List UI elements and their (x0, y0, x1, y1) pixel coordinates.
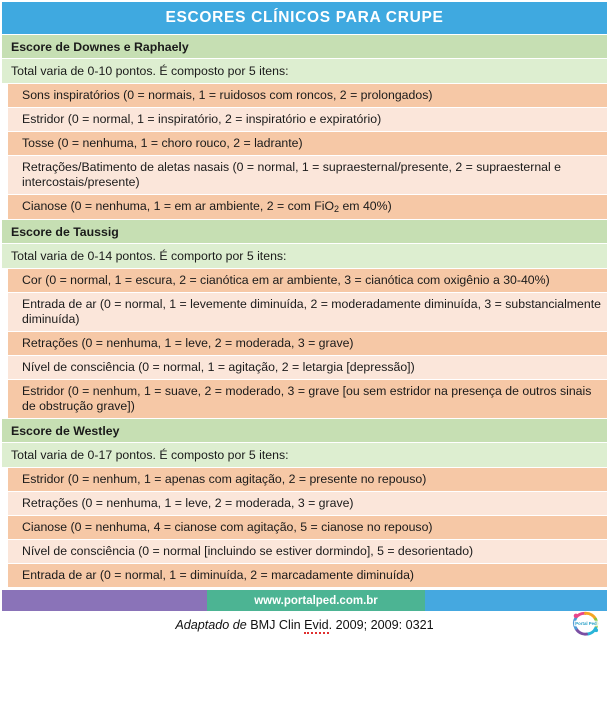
logo-text: Portal Ped (575, 620, 597, 626)
section-heading-label: Escore de Taussig (11, 224, 119, 239)
section-subtitle-label: Total varia de 0-14 pontos. É comporto por 5 itens: (11, 249, 287, 263)
footer-color-bar (2, 590, 607, 611)
section-heading-downes (2, 35, 607, 58)
caption-italic-part: Adaptado de (175, 618, 247, 632)
score-item-row: Retrações/Batimento de aletas nasais (0 = normal, 1 = supraesternal/presente, 2 = supraesternal e intercostais/presente) (8, 156, 607, 194)
caption-part-two: . 2009; 2009: 0321 (328, 618, 434, 632)
page-title-bar (2, 2, 607, 34)
section-subtitle-taussig (2, 244, 607, 268)
source-caption-row (2, 611, 607, 639)
score-item-row: Sons inspiratórios (0 = normais, 1 = ruidosos com roncos, 2 = prolongados) (8, 84, 607, 107)
score-item-row: Estridor (0 = nenhum, 1 = suave, 2 = moderado, 3 = grave [ou sem estridor na presença de outros sinais de obstrução grave]) (8, 380, 607, 418)
score-item-row: Tosse (0 = nenhuma, 1 = choro rouco, 2 = ladrante) (8, 132, 607, 155)
caption-misspelled-word: Evid (304, 618, 329, 632)
score-item-row: Cianose (0 = nenhuma, 4 = cianose com agitação, 5 = cianose no repouso) (8, 516, 607, 539)
section-subtitle-label: Total varia de 0-17 pontos. É composto por 5 itens: (11, 448, 289, 462)
score-item-row-cianose: Cianose (0 = nenhuma, 1 = em ar ambiente, 2 = com FiO$_2$ em 40%) (8, 195, 607, 219)
score-item-row: Estridor (0 = normal, 1 = inspiratório, 2 = inspiratório e expiratório) (8, 108, 607, 131)
section-heading-label: Escore de Downes e Raphaely (11, 39, 189, 54)
score-item-row: Nível de consciência (0 = normal [incluindo se estiver dormindo], 5 = desorientado) (8, 540, 607, 563)
footer-segment-purple (2, 590, 207, 611)
footer-segment-blue (425, 590, 607, 611)
page-title: ESCORES CLÍNICOS PARA CRUPE (165, 9, 444, 26)
footer-website-label: www.portalped.com.br (254, 594, 378, 607)
score-item-row: Entrada de ar (0 = normal, 1 = levemente diminuída, 2 = moderadamente diminuída, 3 = substancialmente diminuída) (8, 293, 607, 331)
source-caption (2, 618, 607, 632)
score-item-row: Estridor (0 = nenhum, 1 = apenas com agitação, 2 = presente no repouso) (8, 468, 607, 491)
score-item-row: Entrada de ar (0 = normal, 1 = diminuída, 2 = marcadamente diminuída) (8, 564, 607, 587)
score-item-row: Cor (0 = normal, 1 = escura, 2 = cianótica em ar ambiente, 3 = cianótica com oxigênio a 30-40%) (8, 269, 607, 292)
section-heading-westley (2, 419, 607, 442)
section-subtitle-downes (2, 59, 607, 83)
section-heading-label: Escore de Westley (11, 423, 120, 438)
section-subtitle-label: Total varia de 0-10 pontos. É composto por 5 itens: (11, 64, 289, 78)
section-subtitle-westley (2, 443, 607, 467)
footer-website-link[interactable] (207, 590, 425, 611)
portalped-logo (569, 610, 603, 637)
score-item-row: Nível de consciência (0 = normal, 1 = agitação, 2 = letargia [depressão]) (8, 356, 607, 379)
caption-part-one: BMJ Clin (250, 618, 305, 632)
score-item-row: Retrações (0 = nenhuma, 1 = leve, 2 = moderada, 3 = grave) (8, 492, 607, 515)
score-item-row: Retrações (0 = nenhuma, 1 = leve, 2 = moderada, 3 = grave) (8, 332, 607, 355)
section-heading-taussig (2, 220, 607, 243)
croup-scores-table (0, 2, 609, 717)
